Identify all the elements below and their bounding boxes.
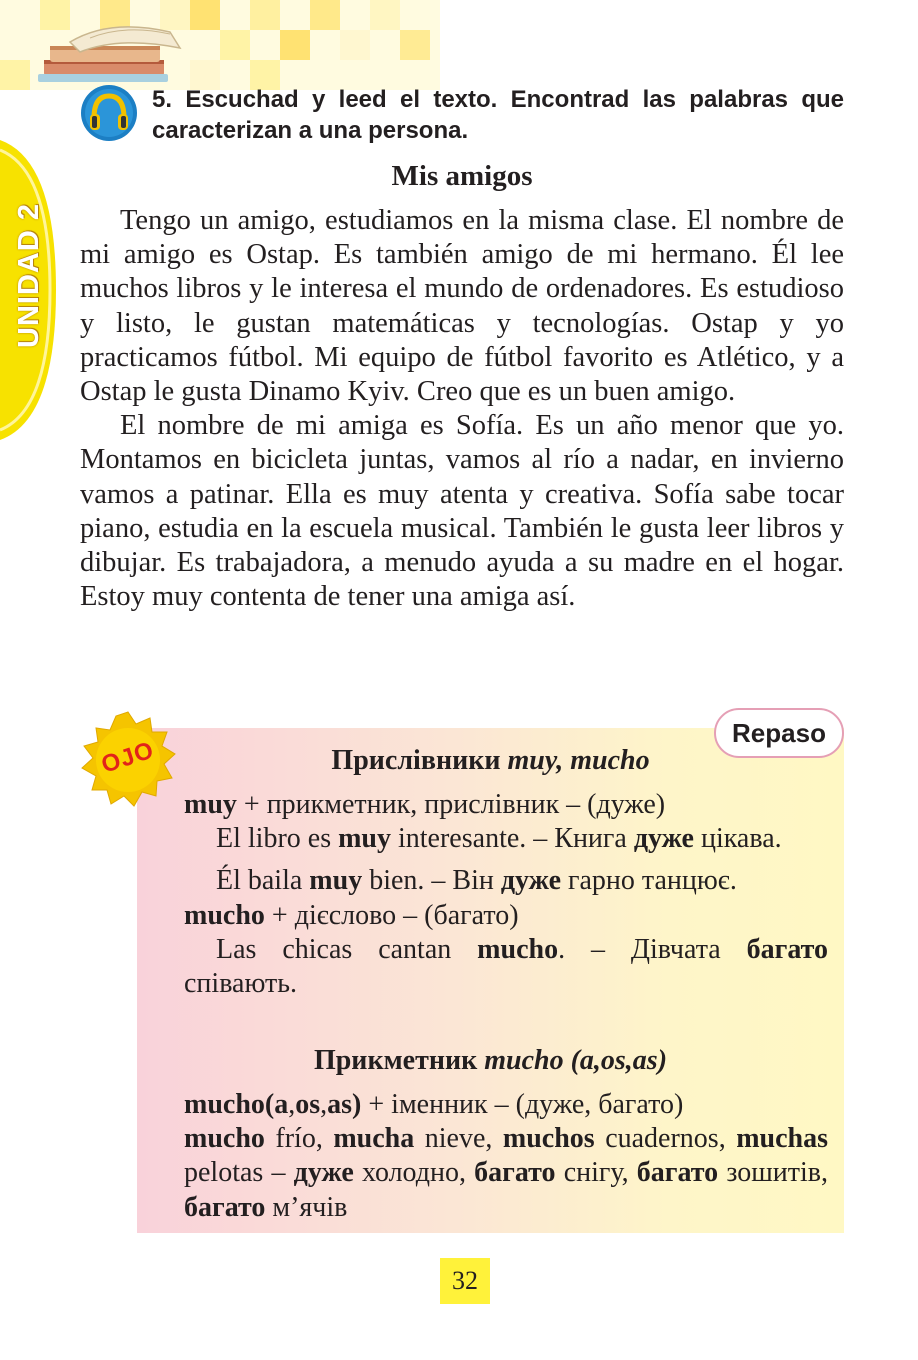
grammar-section-adjective [184, 1088, 828, 1225]
rule-mucho-adjective: mucho(a,os,as) + іменник – (дуже, багато) [184, 1089, 684, 1120]
exercise-instruction: 5. Escuchad y leed el texto. Encontrad las palabras que caracterizan a una persona. [152, 86, 844, 144]
repaso-tag: Repaso [714, 708, 844, 758]
reading-text [80, 204, 844, 614]
books-icon [30, 8, 190, 88]
example-mucho: Las chicas cantan mucho. – Дівчата багато співають. [184, 933, 828, 1000]
grammar-title-adverbs: Прислівники muy, mucho [331, 745, 650, 776]
example-muy-2: Él baila muy bien. – Він дуже гарно танцює. [216, 865, 737, 897]
rule-muy: muy + прикметник, прислівник – (дуже) [184, 789, 666, 820]
headphones-icon[interactable] [80, 84, 138, 142]
unit-label: UNIDAD 2 [12, 202, 45, 348]
reading-paragraph: Tengo un amigo, estudiamos en la misma clase. El nombre de mi amigo es Ostap. Es también amigo de mi hermano. Él lee muchos libros y le interesa el mundo de ordenadores. Es estudioso y listo, le gustan matemáticas y tecnologías. Ostap y yo practicamos fútbol. Mi equipo de fútbol favorito es Atlético, y a Ostap le gusta Dinamo Kyiv. Creo que es un buen amigo. [80, 205, 844, 408]
reading-paragraph: El nombre de mi amiga es Sofía. Es un año menor que yo. Montamos en bicicleta juntas, vamos al río a nadar, en invierno vamos a patinar. Ella es muy atenta y creativa. Sofía sabe tocar piano, estudia en la escuela musical. También le gusta leer libros y dibujar. Es trabajadora, a menudo ayuda a su madre en el hogar. Estoy muy contenta de tener una amiga así. [80, 410, 844, 613]
page-number: 32 [440, 1258, 490, 1304]
example-mucho-adjective: mucho frío, mucha nieve, muchos cuadernos, muchas pelotas – дуже холодно, багато снігу, багато зошитів, багато м’ячів [184, 1123, 828, 1223]
reading-title: Mis amigos [391, 160, 533, 192]
example-muy-1: El libro es muy interesante. – Книга дуже цікава. [216, 823, 782, 855]
grammar-section-adverbs [184, 788, 828, 1001]
ojo-label: OJO [98, 736, 158, 779]
grammar-title-adjective: Прикметник mucho (a,os,as) [313, 1045, 668, 1076]
rule-mucho: mucho + дієслово – (багато) [184, 899, 519, 931]
